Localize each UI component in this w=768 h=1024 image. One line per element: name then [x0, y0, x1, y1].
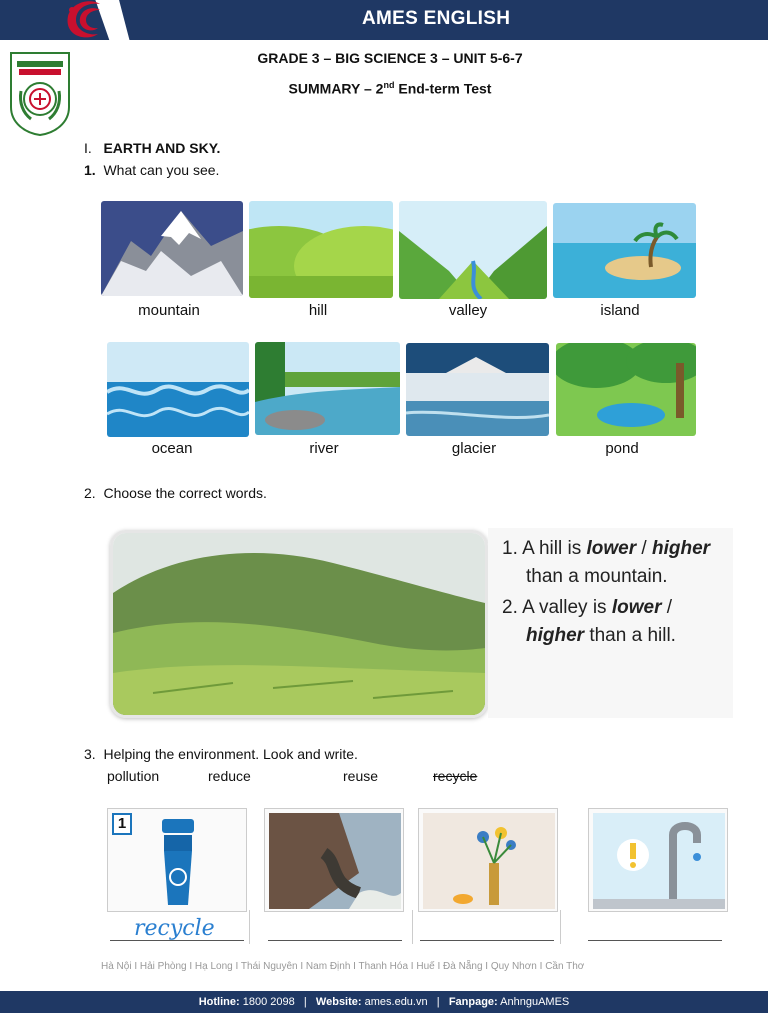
option-higher[interactable]: higher — [651, 538, 711, 559]
question-2: 2. Choose the correct words. — [84, 485, 267, 501]
section-heading: I. EARTH AND SKY. — [84, 140, 221, 156]
hill-landscape-photo — [110, 530, 488, 718]
page-subtitle: SUMMARY – 2nd End-term Test — [288, 80, 492, 97]
picture-label: glacier — [451, 440, 497, 457]
hotline: 1800 2098 — [239, 996, 295, 1008]
option-higher[interactable]: higher — [526, 625, 585, 646]
picture-label: island — [600, 302, 640, 319]
sentence-1-cont: than a mountain. — [526, 566, 668, 587]
answer-1-text: recycle — [134, 916, 215, 941]
answer-line-2[interactable] — [268, 940, 402, 941]
sentence-2-cont: higher than a hill. — [526, 625, 676, 646]
card-pollution — [264, 808, 404, 912]
answer-cell — [413, 910, 561, 944]
ocean-picture — [107, 342, 249, 437]
sentence-2: 2. A valley is lower / — [502, 597, 673, 618]
fanpage-link[interactable]: AnhnguAMES — [497, 996, 570, 1008]
card-recycle-bin — [107, 808, 247, 912]
answer-line-3[interactable] — [420, 940, 554, 941]
card-reuse — [418, 808, 558, 912]
picture-label: river — [309, 440, 339, 457]
question-3: 3. Helping the environment. Look and write. — [84, 746, 358, 762]
option-lower[interactable]: lower — [611, 597, 662, 618]
ames-logo-icon — [58, 0, 140, 42]
question-1: 1. What can you see. — [84, 162, 220, 178]
island-picture — [553, 203, 696, 298]
city-list: Hà Nội I Hải Phòng I Hạ Long I Thái Nguyên I Nam Định I Thanh Hóa I Huế I Đà Nẵng I Quy Nhơn I Cần Thơ — [101, 961, 585, 972]
footer-bar: Hotline: 1800 2098 | Website: ames.edu.vn | Fanpage: AnhnguAMES — [0, 991, 768, 1013]
pond-picture — [556, 343, 696, 436]
mountain-picture — [101, 201, 243, 296]
answer-line-4[interactable] — [588, 940, 722, 941]
brand-name: AMES ENGLISH — [362, 8, 511, 29]
picture-label: mountain — [138, 302, 200, 319]
reuse-bottle-vase-picture — [423, 813, 555, 909]
valley-picture — [399, 201, 547, 299]
word-reuse: reuse — [343, 768, 379, 784]
answer-cell — [250, 910, 413, 944]
word-recycle: recycle — [433, 768, 478, 784]
water-tap-picture — [593, 813, 725, 909]
picture-label: hill — [308, 302, 328, 319]
glacier-picture — [406, 343, 549, 436]
page-title: GRADE 3 – BIG SCIENCE 3 – UNIT 5-6-7 — [257, 50, 523, 66]
hill-picture — [249, 201, 393, 298]
river-picture — [255, 342, 400, 435]
picture-label: ocean — [151, 440, 193, 457]
word-pollution: pollution — [107, 768, 160, 784]
option-lower[interactable]: lower — [586, 538, 637, 559]
picture-label: valley — [448, 302, 488, 319]
card-number: 1 — [112, 813, 132, 835]
website-link[interactable]: ames.edu.vn — [361, 996, 428, 1008]
sentence-1: 1. A hill is lower / higher — [502, 538, 711, 559]
recycle-bin-icon — [158, 815, 198, 907]
word-reduce: reduce — [208, 768, 251, 784]
card-reduce — [588, 808, 728, 912]
pollution-picture — [269, 813, 401, 909]
picture-label: pond — [605, 440, 639, 457]
